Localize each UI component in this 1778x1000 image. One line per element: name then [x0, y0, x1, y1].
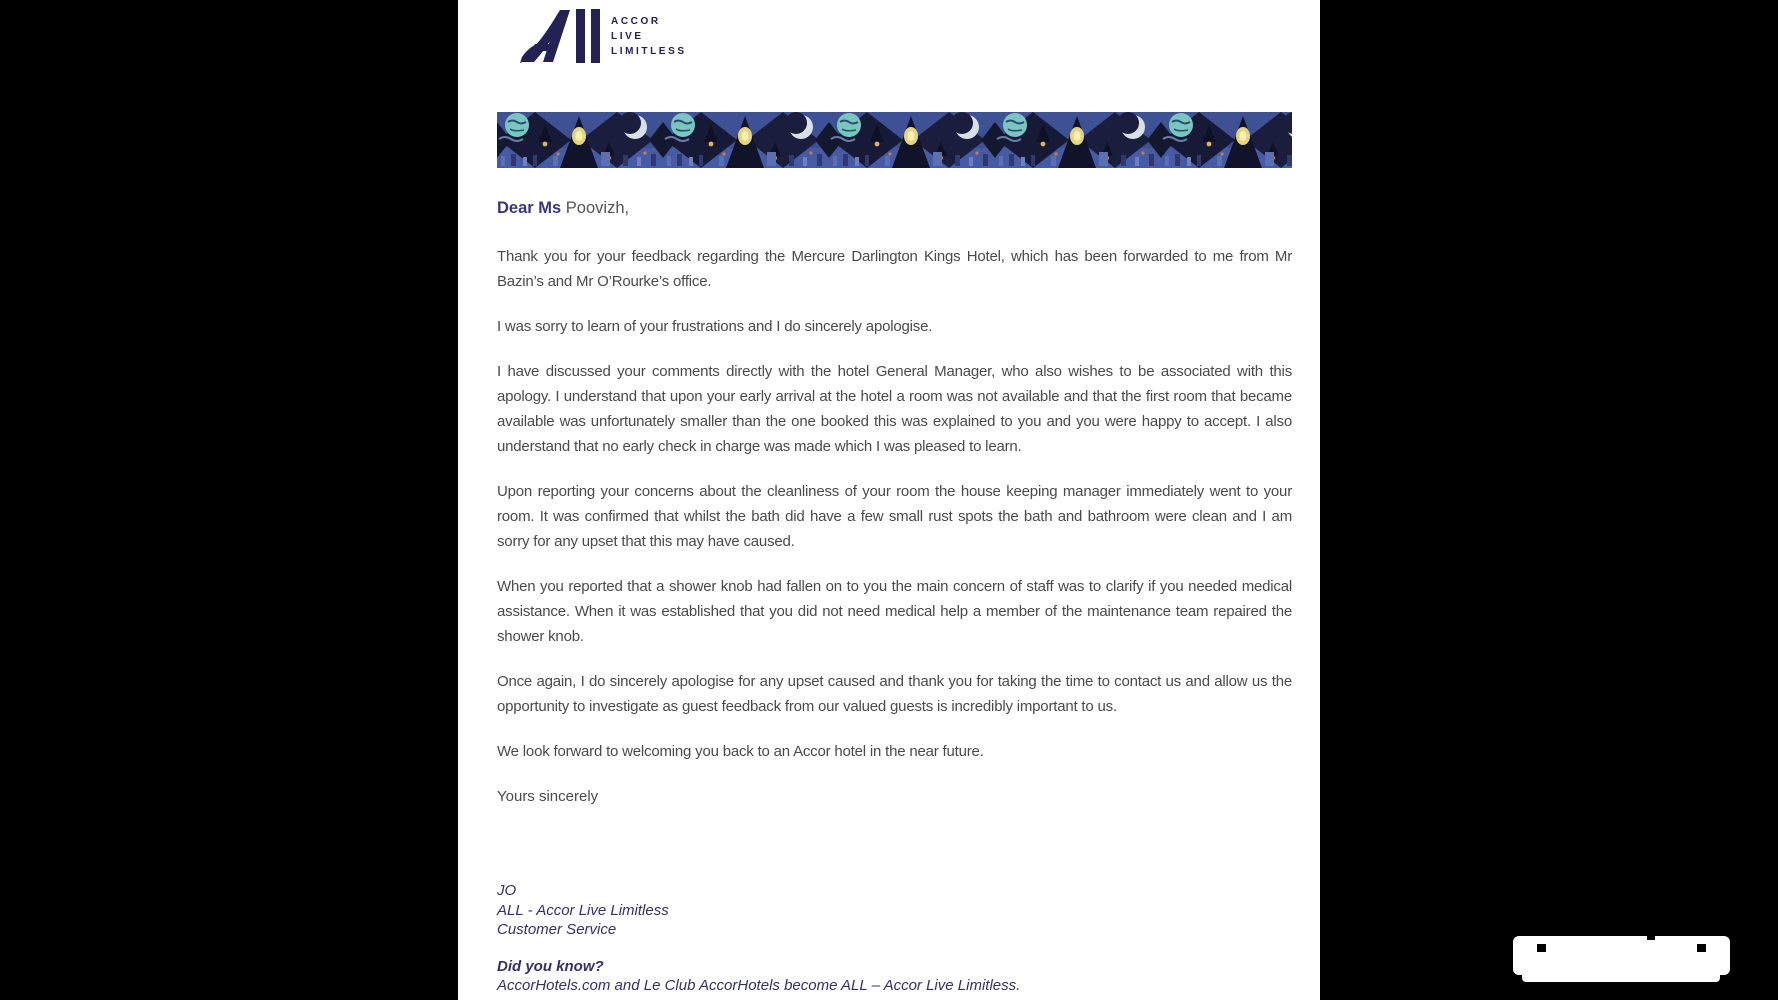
letter-paragraph-6: Once again, I do sincerely apologise for any upset caused and thank you for taking the time to contact us and allow us the opportunity to investigate as guest feedback from our valued guests is incredibly important to us.: [497, 673, 1292, 715]
overlay-strip: [1522, 975, 1720, 982]
signature-initials: JO: [497, 882, 517, 899]
letter-paragraph-1: Thank you for your feedback regarding the Mercure Darlington Kings Hotel, which has been forwarded to me from Mr Bazin’s and Mr O’Rourke’s office.: [497, 248, 1292, 290]
salutation: [497, 196, 1292, 221]
letter-paragraph-2: I was sorry to learn of your frustrations and I do sincerely apologise.: [497, 318, 933, 335]
email-document: [458, 0, 1320, 1000]
salutation-prefix: Dear Ms: [497, 199, 562, 217]
signature-block: [497, 881, 1292, 940]
logo-line-accor: ACCOR: [611, 15, 661, 27]
signature-role: Customer Service: [497, 921, 617, 938]
banner-image: [497, 112, 1292, 168]
letter-paragraph-4: Upon reporting your concerns about the cleanliness of your room the house keeping manager immediately went to your room. It was confirmed that whilst the bath did have a few small rust spots the bath and bathroom were clean and I am sorry for any upset that this may have caused.: [497, 483, 1292, 550]
logo-line-limitless: LIMITLESS: [611, 45, 687, 57]
letter-paragraph-7: We look forward to welcoming you back to an Accor hotel in the near future.: [497, 743, 984, 760]
recipient-name: Poovizh,: [565, 199, 630, 217]
announcement-text: AccorHotels.com and Le Club AccorHotels become ALL – Accor Live Limitless.: [497, 977, 1021, 994]
overlay-artifact: [1513, 936, 1730, 975]
accor-all-logo: [516, 9, 687, 63]
overlay-dot-left: [1537, 944, 1546, 952]
signature-brand: ALL - Accor Live Limitless: [497, 901, 669, 919]
logo-wordmark: [611, 16, 687, 57]
letter-body: [497, 196, 1292, 996]
all-logo-mark-icon: [516, 9, 602, 63]
letter-closing: Yours sincerely: [497, 788, 599, 805]
overlay-dot-right: [1697, 944, 1706, 952]
letter-paragraph-5: When you reported that a shower knob had fallen on to you the main concern of staff was to clarify if you needed medical assistance. When it was established that you did not need medical help a member of the maintenance team repaired the shower knob.: [497, 578, 1292, 645]
night-scene-pattern-icon: [497, 112, 1292, 168]
did-you-know-heading: Did you know?: [497, 957, 604, 975]
letter-paragraph-3: I have discussed your comments directly with the hotel General Manager, who also wishes to be associated with this apology. I understand that upon your early arrival at the hotel a room was not available and that the first room that became available was unfortunately smaller than the one booked this was explained to you and you were happy to accept. I also understand that no early check in charge was made which I was pleased to learn.: [497, 363, 1292, 455]
overlay-notch: [1647, 936, 1655, 940]
footer-note-block: [497, 957, 1292, 996]
logo-line-live: LIVE: [611, 30, 644, 42]
